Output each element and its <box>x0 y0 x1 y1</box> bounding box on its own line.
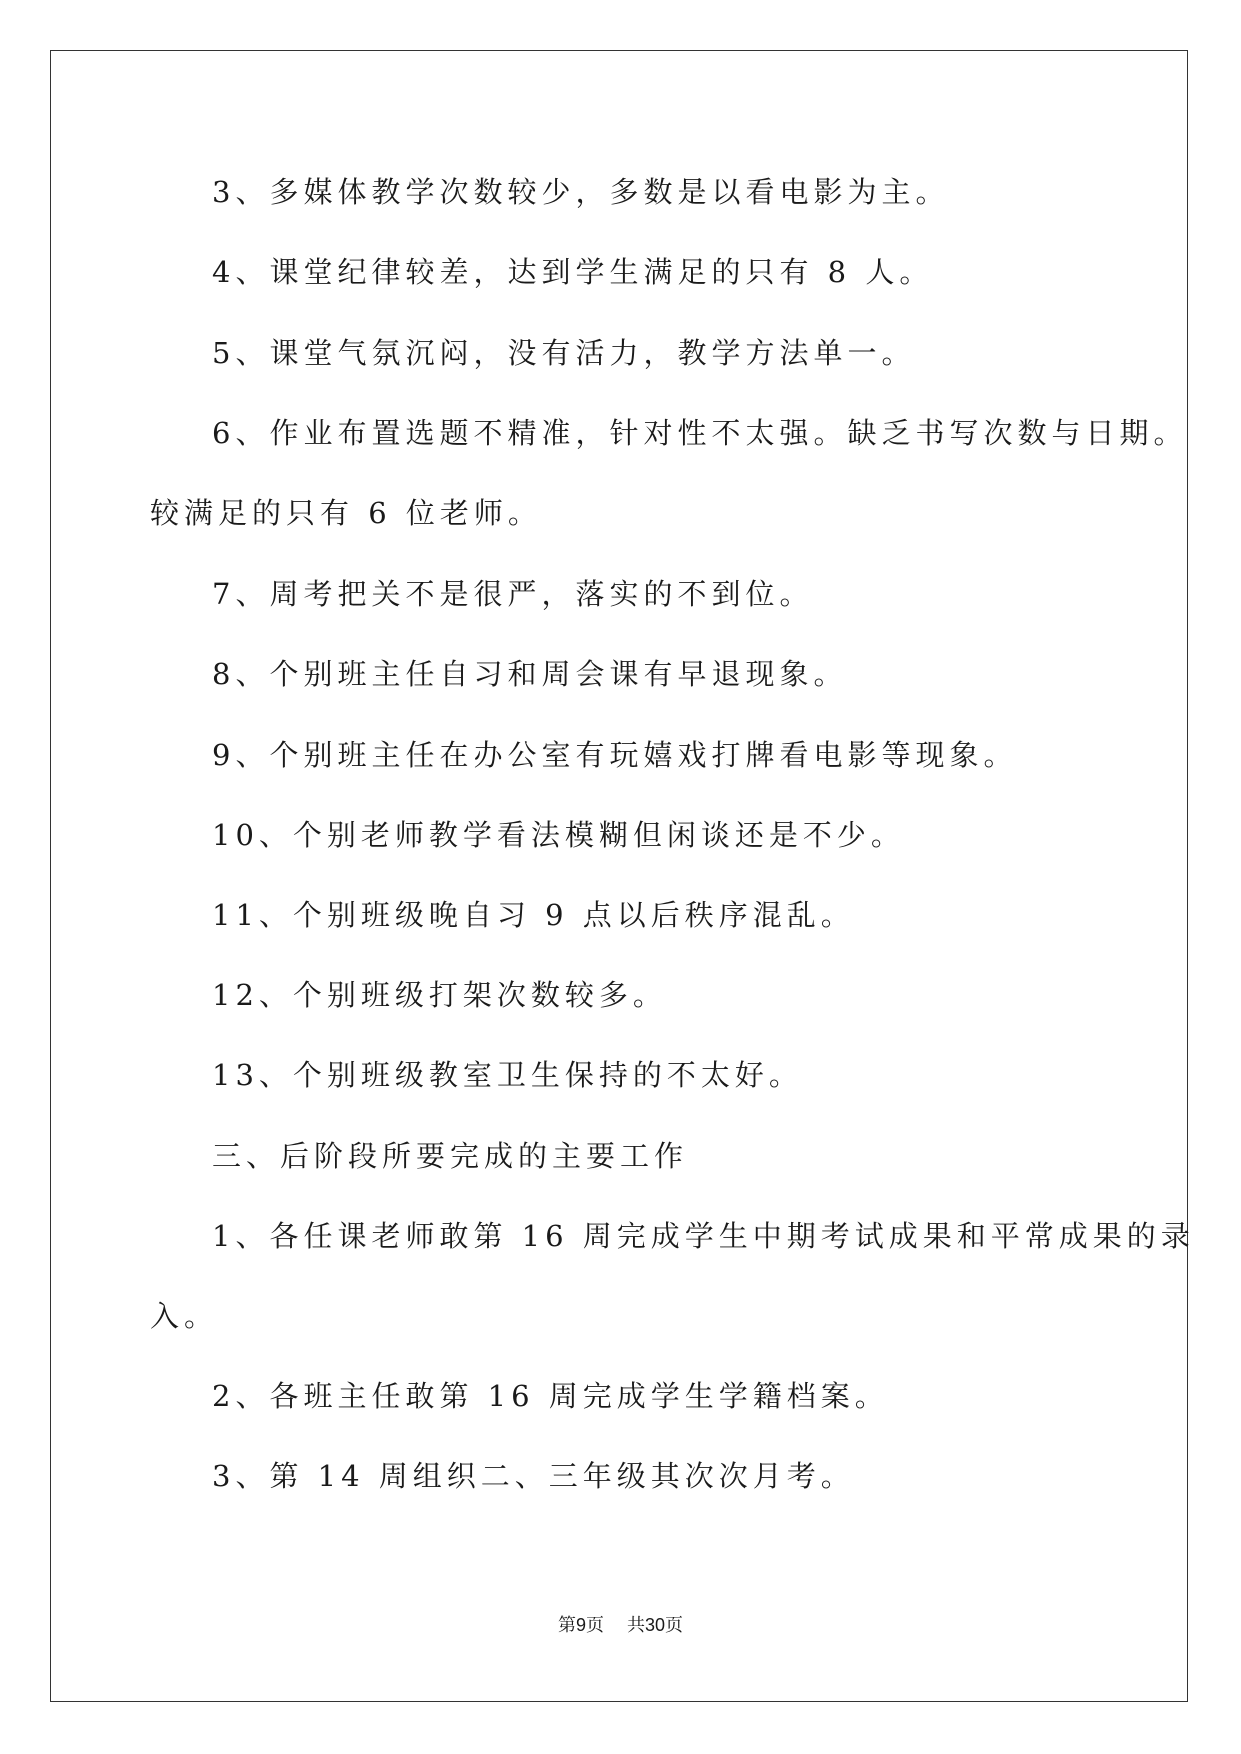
page-unit: 页 <box>586 1615 605 1636</box>
paragraph-line: 8、个别班主任自习和周会课有早退现象。 <box>212 657 848 691</box>
page-prefix: 第 <box>558 1615 577 1636</box>
paragraph-line: 7、周考把关不是很严，落实的不到位。 <box>212 577 814 611</box>
total-unit: 页 <box>664 1615 683 1636</box>
paragraph-line: 3、第 14 周组织二、三年级其次次月考。 <box>212 1459 855 1493</box>
section-heading: 三、后阶段所要完成的主要工作 <box>212 1139 689 1173</box>
paragraph-line: 10、个别老师教学看法模糊但闲谈还是不少。 <box>212 818 905 852</box>
paragraph-line: 入。 <box>150 1299 219 1333</box>
page-footer <box>0 1613 1241 1638</box>
total-page-count: 30 <box>644 1615 665 1635</box>
total-prefix: 共 <box>626 1615 645 1636</box>
paragraph-line: 13、个别班级教室卫生保持的不太好。 <box>212 1058 803 1092</box>
paragraph-line: 12、个别班级打架次数较多。 <box>212 978 667 1012</box>
paragraph-line: 1、各任课老师敢第 16 周完成学生中期考试成果和平常成果的录 <box>212 1219 1195 1253</box>
paragraph-line: 3、多媒体教学次数较少，多数是以看电影为主。 <box>212 175 950 209</box>
paragraph-line: 较满足的只有 6 位老师。 <box>150 496 542 530</box>
current-page-number: 9 <box>576 1615 587 1635</box>
paragraph-line: 6、作业布置选题不精准，针对性不太强。缺乏书写次数与日期。 <box>212 416 1188 450</box>
page-border <box>50 50 1188 1702</box>
paragraph-line: 11、个别班级晚自习 9 点以后秩序混乱。 <box>212 898 855 932</box>
paragraph-line: 9、个别班主任在办公室有玩嬉戏打牌看电影等现象。 <box>212 738 1018 772</box>
paragraph-line: 2、各班主任敢第 16 周完成学生学籍档案。 <box>212 1379 889 1413</box>
paragraph-line: 5、课堂气氛沉闷，没有活力，教学方法单一。 <box>212 336 916 370</box>
paragraph-line: 4、课堂纪律较差，达到学生满足的只有 8 人。 <box>212 255 934 289</box>
